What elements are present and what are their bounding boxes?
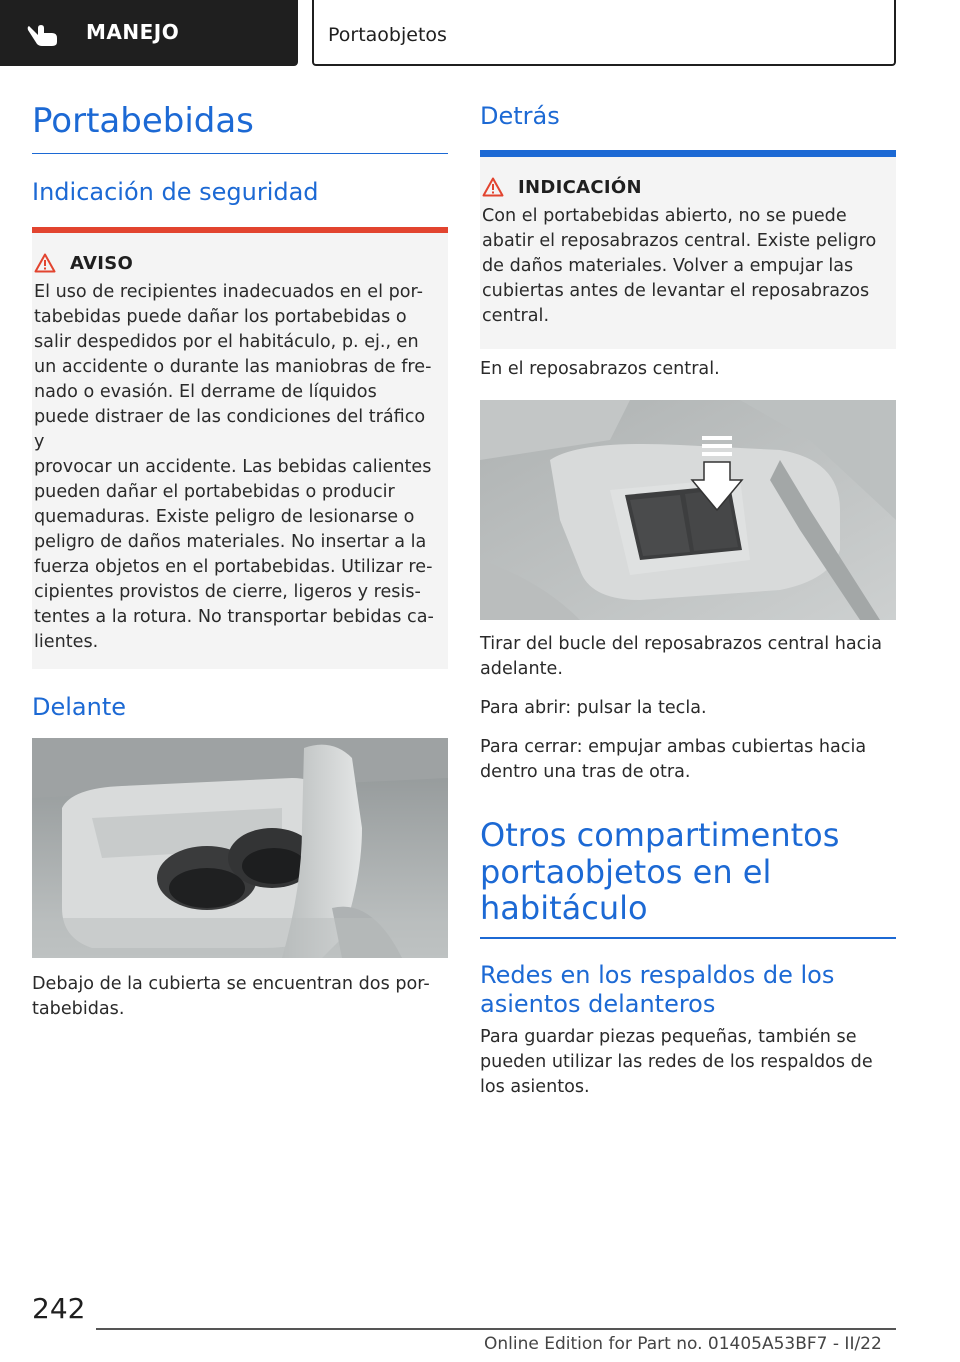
page-header [0,0,960,66]
rear-intro: En el reposabrazos central. [480,358,720,379]
page-title: Portabebidas [32,101,254,141]
warning-box [32,233,448,669]
hand-pointer-icon [26,20,60,48]
rear-heading: Detrás [480,102,560,130]
rear-step-2: Para abrir: pulsar la tecla. [480,697,707,718]
subsection-label: Portaobjetos [328,24,447,46]
warning-triangle-icon [482,177,504,197]
notice-text: Con el portabebidas abierto, no se puede abatir el reposabrazos central. Existe peligro de daños materiales. Volver a empujar las cubiertas antes de levantar el reposabrazos central. [482,205,877,326]
warning-title: AVISO [70,252,134,274]
footer-rule [96,1328,896,1330]
rear-step-1: Tirar del bucle del reposabrazos central hacia adelante. [480,633,882,679]
other-compartments-heading: Otros compartimentos portaobjetos en el habitáculo [480,815,840,928]
notice-box [480,157,896,349]
front-heading: Delante [32,692,127,721]
rear-armrest-photo [480,400,896,620]
left-column [32,66,448,1022]
nets-heading: Redes en los respaldos de los asientos delanteros [480,960,835,1018]
section-label: MANEJO [86,20,180,44]
notice-bar [480,150,896,157]
safety-heading: Indicación de seguridad [32,178,319,207]
edition-note: Online Edition for Part no. 01405A53BF7 - II/22 [484,1334,882,1354]
subsection-tab [312,0,896,66]
nets-text: Para guardar piezas pequeñas, también se pueden utilizar las redes de los respaldos de los asientos. [480,1026,873,1097]
warning-text: El uso de recipientes inadecuados en el por- tabebidas puede dañar los portabebidas o salir despedidos por el habitáculo, p. ej., en un accidente o durante las maniobras de fre- nado o evasión. El derrame de líquidos puede distraer de las condiciones del tráfico y provocar un accidente. Las bebidas calientes pueden dañar el portabebidas o producir quemaduras. Existe peligro de lesionarse o peligro de daños materiales. No insertar a la fuerza objetos en el portabebidas. Utilizar re- cipientes provistos de cierre, ligeros y resis- tentes a la rotura. No transportar bebidas ca- lientes. [34,281,434,652]
front-cupholder-photo [32,738,448,958]
notice-title: INDICACIÓN [518,176,642,198]
page-number: 242 [32,1292,86,1325]
warning-triangle-icon [34,253,56,273]
right-column [480,66,896,1100]
section-tab [0,0,298,66]
rear-step-3: Para cerrar: empujar ambas cubiertas hacia dentro una tras de otra. [480,736,867,782]
front-caption: Debajo de la cubierta se encuentran dos por- tabebidas. [32,973,430,1019]
